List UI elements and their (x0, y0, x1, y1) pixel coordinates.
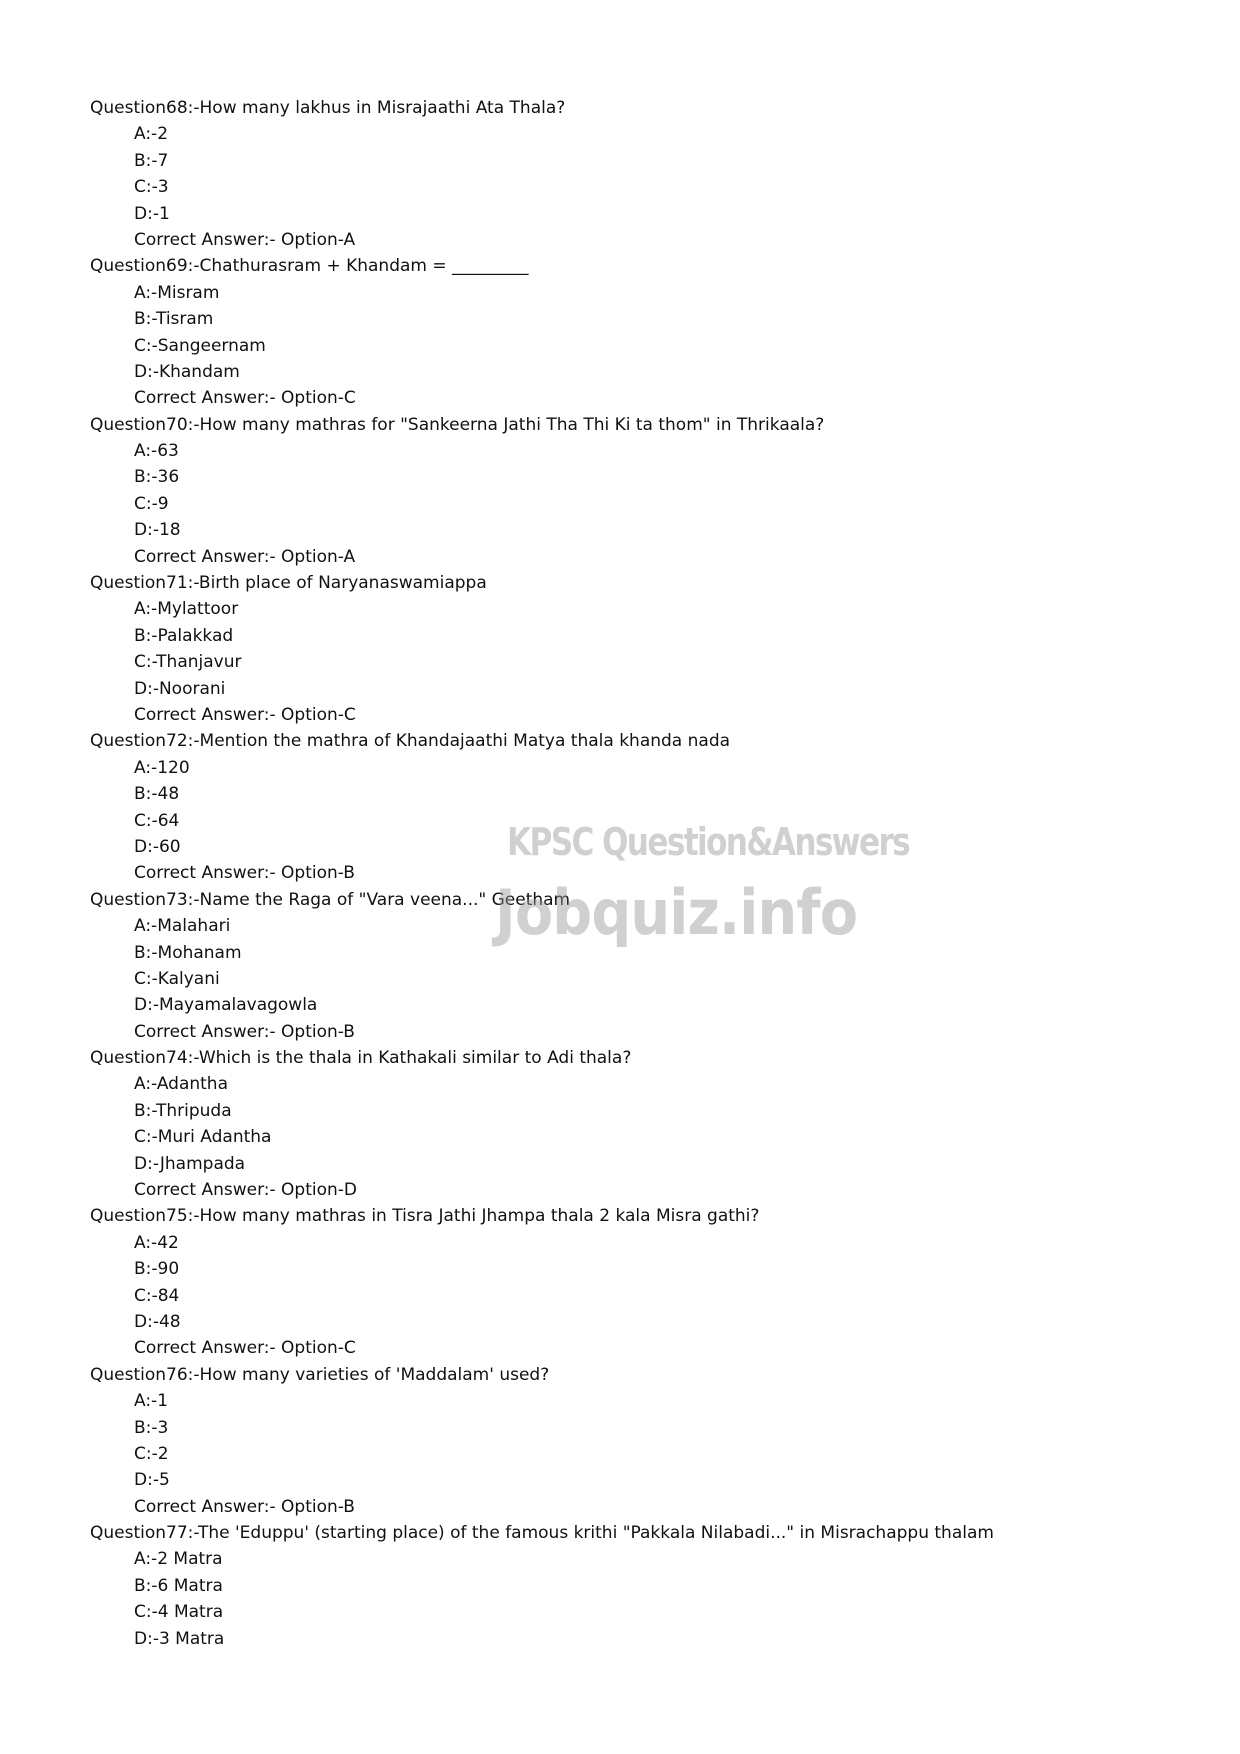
correct-answer: Correct Answer:- Option-C (134, 1338, 356, 1359)
question-block (90, 1520, 1190, 1652)
question-text: Question77:-The 'Eduppu' (starting place) of the famous krithi "Pakkala Nilabadi..." in Misrachappu thalam (90, 1523, 994, 1544)
watermark-line-1: KPSC Question&Answers (507, 820, 910, 864)
correct-answer: Correct Answer:- Option-C (134, 704, 356, 725)
answer-option: B:-Palakkad (134, 625, 234, 646)
question-block (90, 728, 1190, 886)
answer-option: D:-5 (134, 1470, 170, 1491)
answer-option: B:-6 Matra (134, 1575, 223, 1596)
answer-option: D:-60 (134, 836, 181, 857)
question-text: Question74:-Which is the thala in Kathakali similar to Adi thala? (90, 1048, 632, 1069)
answer-option: C:-3 (134, 177, 169, 198)
answer-option: B:-7 (134, 150, 169, 171)
correct-answer: Correct Answer:- Option-A (134, 229, 356, 250)
correct-answer: Correct Answer:- Option-B (134, 1021, 355, 1042)
answer-option: A:-Mylattoor (134, 599, 239, 620)
answer-option: B:-90 (134, 1259, 180, 1280)
question-text: Question72:-Mention the mathra of Khandajaathi Matya thala khanda nada (90, 731, 731, 752)
answer-option: C:-Muri Adantha (134, 1127, 272, 1148)
answer-option: D:-1 (134, 203, 170, 224)
question-block (90, 253, 1190, 411)
answer-option: D:-Khandam (134, 361, 240, 382)
question-block (90, 95, 1190, 253)
answer-option: A:-63 (134, 441, 179, 462)
answer-option: B:-Mohanam (134, 942, 242, 963)
answer-option: D:-Mayamalavagowla (134, 995, 318, 1016)
answer-option: A:-Misram (134, 282, 220, 303)
correct-answer: Correct Answer:- Option-A (134, 546, 356, 567)
answer-option: C:-84 (134, 1285, 180, 1306)
answer-option: A:-Malahari (134, 916, 231, 937)
answer-option: C:-Thanjavur (134, 652, 242, 673)
answer-option: B:-36 (134, 467, 180, 488)
question-text: Question73:-Name the Raga of "Vara veena..." Geetham (90, 889, 571, 910)
answer-option: D:-3 Matra (134, 1628, 225, 1649)
answer-option: A:-42 (134, 1232, 179, 1253)
answer-option: C:-64 (134, 810, 180, 831)
answer-option: C:-Kalyani (134, 968, 220, 989)
answer-option: C:-Sangeernam (134, 335, 266, 356)
question-list (90, 95, 1190, 1652)
answer-option: B:-Tisram (134, 309, 214, 330)
answer-option: D:-Noorani (134, 678, 226, 699)
answer-option: A:-2 Matra (134, 1549, 223, 1570)
correct-answer: Correct Answer:- Option-B (134, 863, 355, 884)
question-text: Question70:-How many mathras for "Sankeerna Jathi Tha Thi Ki ta thom" in Thrikaala? (90, 414, 825, 435)
watermark-line-2: Jobquiz.info (495, 876, 858, 949)
answer-option: A:-120 (134, 757, 190, 778)
answer-option: D:-Jhampada (134, 1153, 246, 1174)
answer-option: A:-1 (134, 1391, 169, 1412)
question-text: Question68:-How many lakhus in Misrajaathi Ata Thala? (90, 98, 566, 118)
question-block (90, 412, 1190, 570)
answer-option: C:-4 Matra (134, 1602, 224, 1623)
question-text: Question69:-Chathurasram + Khandam = _________ (90, 256, 529, 277)
answer-option: C:-9 (134, 493, 169, 514)
question-text: Question71:-Birth place of Naryanaswamiappa (90, 573, 487, 594)
question-block (90, 1203, 1190, 1361)
question-block (90, 887, 1190, 1045)
answer-option: B:-3 (134, 1417, 169, 1438)
correct-answer: Correct Answer:- Option-B (134, 1496, 355, 1517)
correct-answer: Correct Answer:- Option-D (134, 1180, 357, 1201)
answer-option: D:-18 (134, 520, 181, 541)
answer-option: A:-Adantha (134, 1074, 228, 1095)
answer-option: A:-2 (134, 124, 169, 145)
question-block (90, 570, 1190, 728)
answer-option: B:-48 (134, 784, 180, 805)
question-text: Question76:-How many varieties of 'Maddalam' used? (90, 1364, 550, 1385)
answer-option: C:-2 (134, 1443, 169, 1464)
question-block (90, 1045, 1190, 1203)
question-block (90, 1362, 1190, 1520)
answer-option: B:-Thripuda (134, 1100, 232, 1121)
answer-option: D:-48 (134, 1311, 181, 1332)
question-text: Question75:-How many mathras in Tisra Jathi Jhampa thala 2 kala Misra gathi? (90, 1206, 760, 1227)
correct-answer: Correct Answer:- Option-C (134, 388, 356, 409)
